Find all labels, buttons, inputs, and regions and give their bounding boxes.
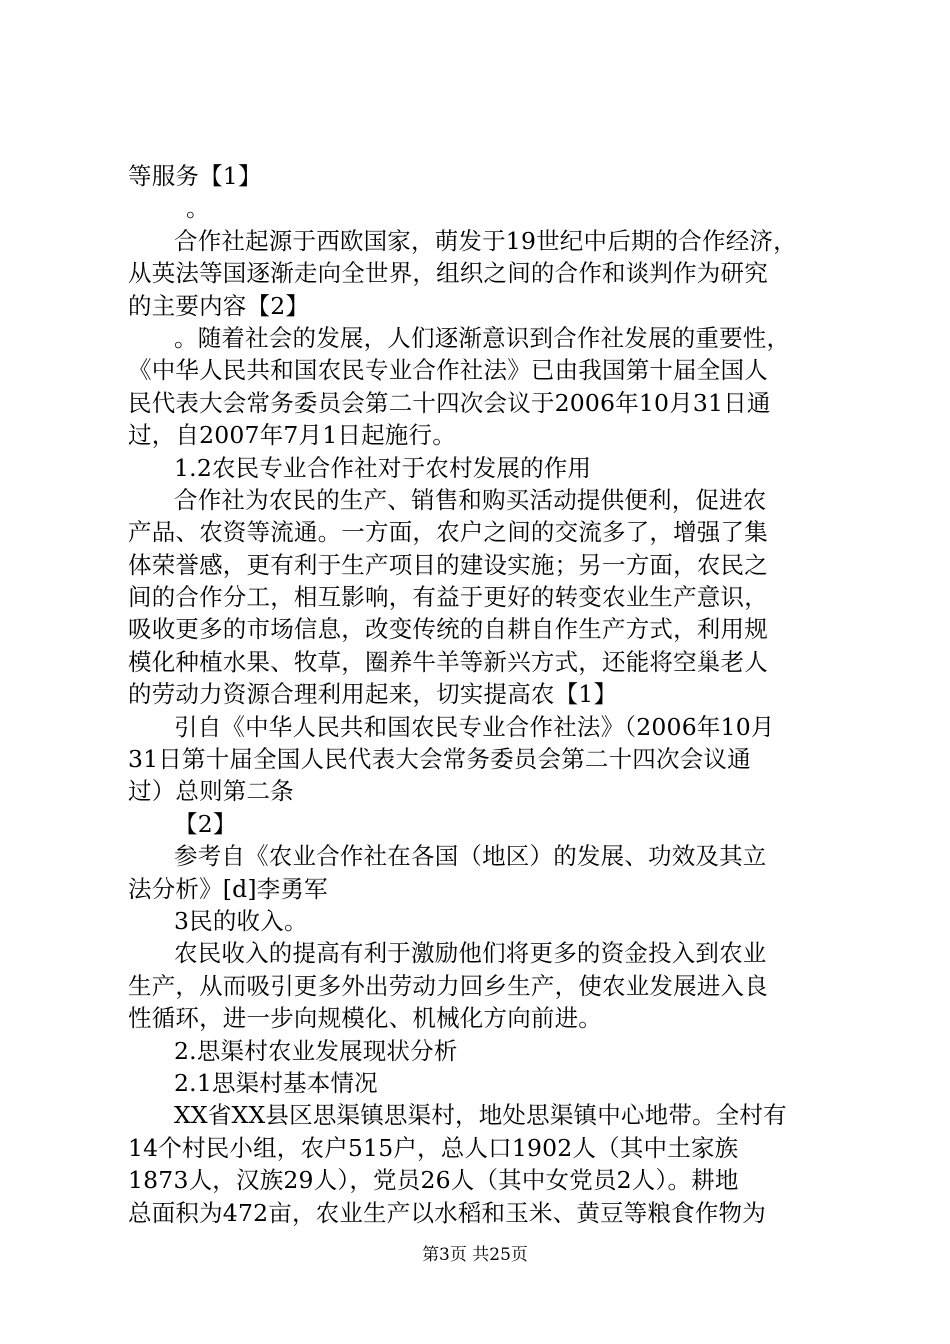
text-line: 1873人，汉族29人），党员26人（其中女党员2人）。耕地 [128,1166,739,1195]
text-line: 性循环，进一步向规模化、机械化方向前进。 [128,1004,602,1033]
section-heading: 2.1思渠村基本情况 [174,1068,378,1097]
text-line: 14个村民小组，农户515户，总人口1902人（其中土家族 [128,1133,739,1162]
footnote-marker: 【2】 [174,809,237,838]
text-line: 民代表大会常务委员会第二十四次会议于2006年10月31日通 [128,388,771,417]
text-line: 3民的收入。 [174,906,308,935]
text-line: 的劳动力资源合理利用起来，切实提高农【1】 [128,680,618,709]
text-line: 。 [186,194,210,223]
text-line: 合作社起源于西欧国家，萌发于19世纪中后期的合作经济， [174,226,797,255]
text-line: 合作社为农民的生产、销售和购买活动提供便利，促进农 [174,485,767,514]
footnote-line: 31日第十届全国人民代表大会常务委员会第二十四次会议通 [128,745,751,774]
section-heading: 1.2农民专业合作社对于农村发展的作用 [174,453,592,482]
text-line: XX省XX县区思渠镇思渠村，地处思渠镇中心地带。全村有 [174,1101,787,1130]
text-line: 的主要内容【2】 [128,291,310,320]
text-line: 体荣誉感，更有利于生产项目的建设实施；另一方面，农民之 [128,550,768,579]
text-line: 产品、农资等流通。一方面，农户之间的交流多了，增强了集 [128,518,768,547]
footnote-line: 参考自《农业合作社在各国（地区）的发展、功效及其立 [174,842,767,871]
text-line: 从英法等国逐渐走向全世界，组织之间的合作和谈判作为研究 [128,259,768,288]
footnote-line: 引自《中华人民共和国农民专业合作社法》（2006年10月 [174,712,775,741]
footnote-line: 过）总则第二条 [128,777,294,806]
document-body [128,160,838,1229]
text-line: 间的合作分工，相互影响，有益于更好的转变农业生产意识， [128,583,768,612]
footnote-line: 法分析》[d]李勇军 [128,874,328,903]
section-heading: 2.思渠村农业发展现状分析 [174,1036,458,1065]
text-line: 模化种植水果、牧草，圈养牛羊等新兴方式，还能将空巢老人 [128,647,768,676]
text-line: 等服务【1】 [128,162,262,190]
text-line: 。随着社会的发展，人们逐渐意识到合作社发展的重要性， [174,323,791,352]
text-line: 生产，从而吸引更多外出劳动力回乡生产，使农业发展进入良 [128,971,768,1000]
text-line: 吸收更多的市场信息，改变传统的自耕自作生产方式，利用规 [128,615,768,644]
text-line: 总面积为472亩，农业生产以水稻和玉米、黄豆等粮食作物为 [128,1198,766,1227]
page-number-footer: 第3页 共25页 [422,1245,528,1265]
text-line: 《中华人民共和国农民专业合作社法》已由我国第十届全国人 [128,356,768,385]
text-line: 农民收入的提高有利于激励他们将更多的资金投入到农业 [174,939,767,968]
text-line: 过，自2007年7月1日起施行。 [128,421,456,450]
